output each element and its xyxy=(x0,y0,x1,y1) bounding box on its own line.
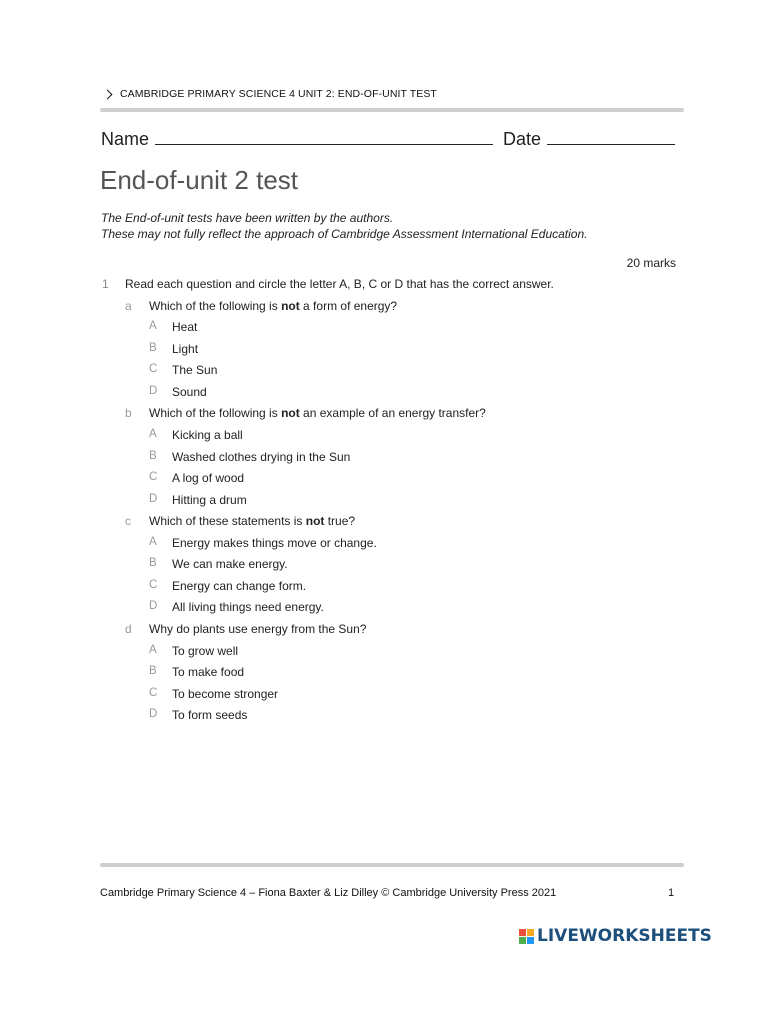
question-text: Read each question and circle the letter A, B, C or D that has the correct answer. xyxy=(125,277,554,291)
page-number: 1 xyxy=(668,887,675,899)
liveworksheets-logo-icon xyxy=(519,929,534,944)
part-emphasis: not xyxy=(281,299,300,313)
part-text: Which of the following is xyxy=(149,406,282,420)
option-text: All living things need energy. xyxy=(172,600,324,614)
option-text: Heat xyxy=(172,320,198,334)
question-number: 1 xyxy=(102,277,109,291)
option-text: To make food xyxy=(172,665,245,679)
name-field[interactable] xyxy=(155,128,493,145)
part-question xyxy=(149,622,366,636)
date-label: Date xyxy=(503,129,542,149)
footer-credit: Cambridge Primary Science 4 – Fiona Baxter & Liz Dilley © Cambridge University Press 2021 xyxy=(100,887,557,899)
part-letter: b xyxy=(125,406,132,420)
option-letter[interactable]: B xyxy=(149,557,157,569)
option-text: Washed clothes drying in the Sun xyxy=(172,450,351,464)
option-text: Energy can change form. xyxy=(172,579,307,593)
option-text: The Sun xyxy=(172,363,218,377)
part-text: a form of energy? xyxy=(299,299,398,313)
option-text: Kicking a ball xyxy=(172,428,243,442)
option-text: To become stronger xyxy=(172,687,279,701)
part-text: an example of an energy transfer? xyxy=(299,406,486,420)
option-text: Sound xyxy=(172,385,207,399)
name-date-row xyxy=(101,128,675,150)
footer-rule xyxy=(100,863,684,867)
option-letter[interactable]: A xyxy=(149,428,157,440)
option-letter[interactable]: D xyxy=(149,600,158,612)
option-text: Energy makes things move or change. xyxy=(172,536,377,550)
part-text: Which of the following is xyxy=(149,299,282,313)
option-letter[interactable]: D xyxy=(149,493,158,505)
date-field[interactable] xyxy=(547,128,675,145)
part-letter: a xyxy=(125,299,132,313)
page-title: End-of-unit 2 test xyxy=(100,165,298,195)
name-label: Name xyxy=(101,129,150,149)
marks-total: 20 marks xyxy=(626,256,676,270)
part-question xyxy=(149,514,355,528)
option-letter[interactable]: B xyxy=(149,665,157,677)
option-letter[interactable]: C xyxy=(149,687,158,699)
option-text: To form seeds xyxy=(172,708,248,722)
option-letter[interactable]: A xyxy=(149,644,157,656)
option-letter[interactable]: B xyxy=(149,450,157,462)
option-text: A log of wood xyxy=(172,471,245,485)
header-rule xyxy=(100,108,684,112)
running-header xyxy=(104,88,437,100)
part-emphasis: not xyxy=(281,406,300,420)
option-letter[interactable]: C xyxy=(149,363,158,375)
part-letter: d xyxy=(125,622,132,636)
option-letter[interactable]: A xyxy=(149,320,157,332)
option-letter[interactable]: A xyxy=(149,536,157,548)
option-letter[interactable]: D xyxy=(149,385,158,397)
part-emphasis: not xyxy=(305,514,325,528)
option-letter[interactable]: C xyxy=(149,579,158,591)
intro-note xyxy=(101,210,587,242)
intro-line: These may not fully reflect the approach of Cambridge Assessment International Education. xyxy=(101,227,588,241)
intro-line: The End-of-unit tests have been written by the authors. xyxy=(101,211,394,225)
part-text: Why do plants use energy from the Sun? xyxy=(149,622,367,636)
option-letter[interactable]: B xyxy=(149,342,157,354)
liveworksheets-logo[interactable] xyxy=(519,926,712,946)
part-text: Which of these statements is xyxy=(149,514,306,528)
option-text: Hitting a drum xyxy=(172,493,247,507)
option-text: We can make energy. xyxy=(172,557,288,571)
option-text: To grow well xyxy=(172,644,239,658)
option-letter[interactable]: C xyxy=(149,471,158,483)
chevron-right-icon xyxy=(103,89,113,99)
part-text: true? xyxy=(324,514,356,528)
part-question xyxy=(149,299,397,313)
part-question xyxy=(149,406,486,420)
running-title: CAMBRIDGE PRIMARY SCIENCE 4 UNIT 2: END-OF-UNIT TEST xyxy=(120,88,437,100)
option-text: Light xyxy=(172,342,199,356)
brand-name: LIVEWORKSHEETS xyxy=(537,926,712,946)
option-letter[interactable]: D xyxy=(149,708,158,720)
part-letter: c xyxy=(125,514,131,528)
